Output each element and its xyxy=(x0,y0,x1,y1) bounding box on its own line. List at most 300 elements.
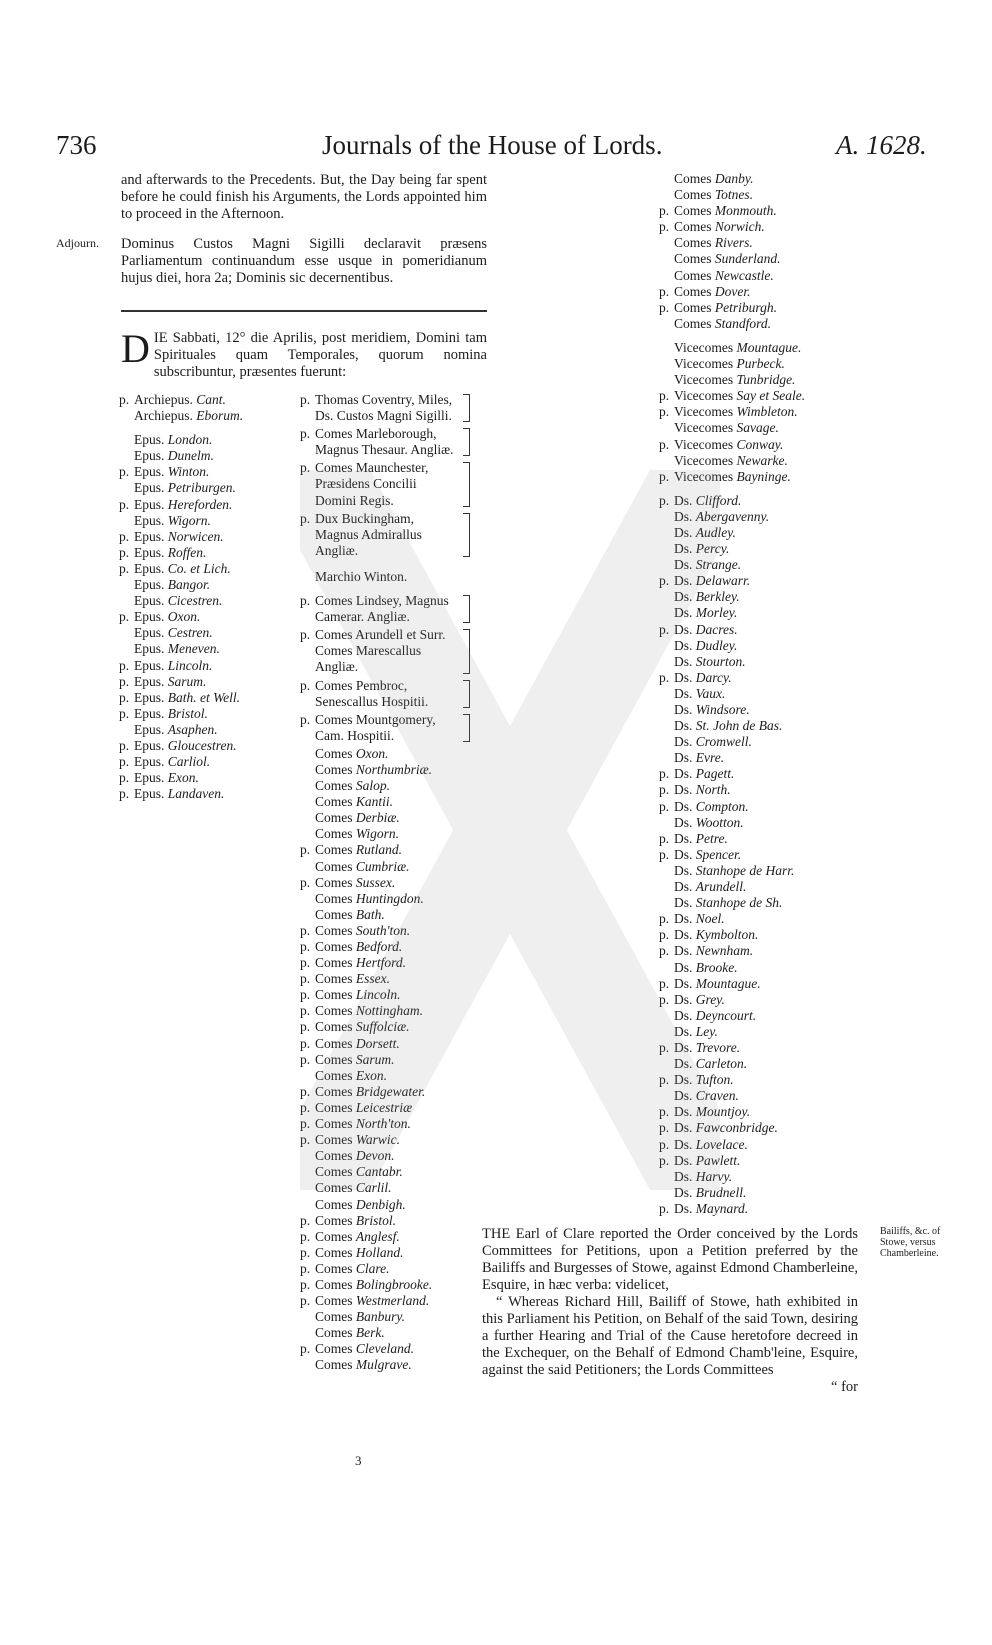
attendee-entry xyxy=(119,738,289,754)
attendee-entry xyxy=(119,545,289,561)
attendee-name: Trevore. xyxy=(695,1039,741,1055)
attendee-title: Comes xyxy=(315,1228,356,1244)
attendee-name: Anglesf. xyxy=(355,1228,400,1244)
attendee-title: Ds. xyxy=(674,702,696,717)
attendee-name: Winton. xyxy=(167,464,210,480)
presence-mark: p. xyxy=(659,766,670,782)
officer-entry xyxy=(300,392,470,424)
attendee-title: Ds. xyxy=(674,1039,696,1055)
attendee-name: Danby. xyxy=(714,171,754,186)
presence-mark: p. xyxy=(659,943,670,959)
presence-mark: p. xyxy=(300,971,311,987)
attendee-entry xyxy=(659,1169,839,1185)
attendee-name: Purbeck. xyxy=(736,356,785,372)
attendee-entry xyxy=(119,561,289,577)
attendee-entry xyxy=(119,480,289,496)
attendee-entry xyxy=(659,203,839,219)
attendee-entry xyxy=(659,1201,839,1217)
attendee-name: Banbury. xyxy=(355,1309,406,1325)
attendee-name: Harvy. xyxy=(695,1168,733,1184)
attendee-entry xyxy=(659,847,839,863)
attendee-name: Bath. et Well. xyxy=(167,689,240,705)
section-divider xyxy=(121,310,487,312)
presence-mark: p. xyxy=(300,1228,311,1244)
attendee-title: Ds. xyxy=(674,685,696,701)
presence-mark: p. xyxy=(659,283,670,299)
officer-entry xyxy=(300,678,470,710)
attendee-entry xyxy=(300,1180,470,1196)
officer-text: Comes Mountgomery, Cam. Hospitii. xyxy=(315,711,436,743)
attendee-title: Ds. xyxy=(674,557,696,573)
attendee-entry xyxy=(119,432,289,448)
attendee-entry xyxy=(300,1357,470,1373)
attendee-name: Rutland. xyxy=(355,842,403,858)
attendee-title: Ds. xyxy=(674,1152,696,1168)
officer-entry xyxy=(300,511,470,559)
attendee-title: Comes xyxy=(315,1293,356,1309)
presence-mark: p. xyxy=(300,1003,311,1019)
presence-mark: p. xyxy=(659,388,670,404)
officer-text: Comes Pembroc, Senescallus Hospitii. xyxy=(315,677,429,709)
attendee-entry xyxy=(119,722,289,738)
bracket xyxy=(463,513,470,557)
attendee-title: Epus. xyxy=(134,528,168,544)
attendee-name: Evre. xyxy=(695,750,725,766)
attendee-entry xyxy=(119,408,289,424)
officer-text: Thomas Coventry, Miles, Ds. Custos Magni Sigilli. xyxy=(315,392,453,424)
presence-mark: p. xyxy=(300,460,311,476)
attendee-name: Savage. xyxy=(736,420,779,436)
attendee-title: Comes xyxy=(674,315,715,331)
presence-mark: p. xyxy=(300,874,311,890)
attendee-title: Epus. xyxy=(134,448,168,464)
attendee-title: Archiepus. xyxy=(134,408,197,424)
presence-mark: p. xyxy=(119,770,130,786)
attendee-name: Co. et Lich. xyxy=(167,560,231,576)
presence-mark: p. xyxy=(119,705,130,721)
attendee-entry xyxy=(300,955,470,971)
attendee-name: Wootton. xyxy=(695,814,744,830)
attendee-entry xyxy=(300,1277,470,1293)
attendee-entry xyxy=(659,541,839,557)
attendee-title: Comes xyxy=(315,906,356,922)
attendee-entry xyxy=(300,826,470,842)
attendee-title: Ds. xyxy=(674,1104,696,1120)
attendee-name: Mountague. xyxy=(736,339,802,355)
attendance-column-3 xyxy=(659,171,839,1217)
attendee-title: Vicecomes xyxy=(674,372,737,388)
attendee-name: Northumbriæ. xyxy=(355,761,433,777)
presence-mark: p. xyxy=(659,991,670,1007)
attendee-name: Say et Seale. xyxy=(736,388,806,404)
attendee-name: Devon. xyxy=(355,1148,395,1164)
presence-mark: p. xyxy=(119,544,130,560)
bracket xyxy=(463,714,470,742)
attendee-entry xyxy=(659,404,839,420)
attendee-entry xyxy=(119,464,289,480)
attendee-title: Comes xyxy=(315,794,356,810)
attendee-title: Comes xyxy=(315,1003,356,1019)
attendee-title: Ds. xyxy=(674,766,696,782)
attendee-name: Suffolciæ. xyxy=(355,1019,410,1035)
attendee-title: Ds. xyxy=(674,895,696,911)
attendee-entry xyxy=(119,770,289,786)
attendee-entry xyxy=(300,1084,470,1100)
presence-mark: p. xyxy=(119,560,130,576)
attendee-title: Comes xyxy=(315,1164,356,1180)
marchio-entry: Marchio Winton. xyxy=(315,568,408,584)
attendee-name: Windsore. xyxy=(695,702,750,717)
presence-mark: p. xyxy=(659,219,670,235)
presence-mark: p. xyxy=(300,1260,311,1276)
presence-mark: p. xyxy=(659,798,670,814)
attendee-title: Comes xyxy=(315,1244,356,1260)
attendee-entry xyxy=(659,251,839,267)
attendee-name: Darcy. xyxy=(695,669,732,685)
attendee-title: Epus. xyxy=(134,432,168,448)
attendee-name: Totnes. xyxy=(714,187,754,203)
bracket xyxy=(463,629,470,673)
attendee-title: Comes xyxy=(315,1099,356,1115)
presence-mark: p. xyxy=(300,627,311,643)
attendee-title: Epus. xyxy=(134,512,168,528)
attendee-title: Ds. xyxy=(674,1023,696,1039)
attendee-name: Pawlett. xyxy=(695,1152,741,1168)
attendee-name: London. xyxy=(167,432,213,448)
attendee-name: Berk. xyxy=(355,1325,385,1341)
attendee-title: Epus. xyxy=(134,464,168,480)
attendee-entry xyxy=(659,557,839,573)
presence-mark: p. xyxy=(659,669,670,685)
attendee-name: Roffen. xyxy=(167,544,207,560)
officer-entry xyxy=(300,593,470,625)
attendee-title: Epus. xyxy=(134,721,168,737)
attendee-title: Epus. xyxy=(134,657,168,673)
attendee-title: Comes xyxy=(315,971,356,987)
attendee-entry xyxy=(659,654,839,670)
attendee-name: Denbigh. xyxy=(355,1196,406,1212)
attendee-name: Bridgewater. xyxy=(355,1083,426,1099)
attendee-entry xyxy=(300,778,470,794)
attendee-name: Morley. xyxy=(695,605,738,621)
attendee-title: Ds. xyxy=(674,734,696,750)
attendee-entry xyxy=(300,794,470,810)
attendee-name: Petre. xyxy=(695,830,728,846)
attendee-name: Conway. xyxy=(736,436,784,452)
attendee-entry xyxy=(659,509,839,525)
attendee-title: Ds. xyxy=(674,879,696,895)
attendee-entry xyxy=(119,529,289,545)
sitting-text: IE Sabbati, 12° die Aprilis, post meridiem, Domini tam Spirituales quam Temporales, quorum nomina subscribuntur, præsentes fuerunt: xyxy=(153,330,487,380)
presence-mark: p. xyxy=(300,842,311,858)
presence-mark: p. xyxy=(659,975,670,991)
attendee-entry xyxy=(659,1088,839,1104)
attendee-name: Carleton. xyxy=(695,1056,748,1072)
attendee-entry xyxy=(659,670,839,686)
attendee-name: Wigorn. xyxy=(167,512,211,528)
attendee-name: Lovelace. xyxy=(695,1136,748,1152)
attendee-name: Stourton. xyxy=(695,653,746,669)
attendee-name: Dunelm. xyxy=(167,448,214,464)
attendee-entry xyxy=(119,658,289,674)
presence-mark: p. xyxy=(300,1341,311,1357)
attendee-entry xyxy=(300,746,470,762)
attendee-name: Bath. xyxy=(355,906,385,922)
presence-mark: p. xyxy=(659,782,670,798)
presence-mark: p. xyxy=(300,593,311,609)
page-number: 736 xyxy=(56,130,97,160)
attendee-name: Noel. xyxy=(695,911,725,927)
bracket xyxy=(463,595,470,623)
attendee-name: Bangor. xyxy=(167,577,211,593)
attendee-name: Mulgrave. xyxy=(355,1357,412,1373)
attendee-title: Comes xyxy=(315,745,356,761)
attendee-name: Mountjoy. xyxy=(695,1104,751,1120)
attendee-entry xyxy=(659,1137,839,1153)
attendee-entry xyxy=(659,750,839,766)
presence-mark: p. xyxy=(300,426,311,442)
attendee-title: Ds. xyxy=(674,862,696,878)
attendee-entry xyxy=(300,859,470,875)
presence-mark: p. xyxy=(300,922,311,938)
attendance-column-2 xyxy=(300,392,470,1374)
attendee-title: Ds. xyxy=(674,830,696,846)
attendee-entry xyxy=(300,1197,470,1213)
attendee-title: Archiepus. xyxy=(134,392,197,407)
sitting-paragraph xyxy=(121,326,487,381)
attendee-title: Comes xyxy=(315,1341,356,1357)
attendee-title: Comes xyxy=(674,219,715,235)
attendee-entry xyxy=(119,497,289,513)
adjourn-paragraph: Dominus Custos Magni Sigilli declaravit præsens Parliamentum continuandum esse usque in pomeridianum hujus diei, hora 2a; Dominis sic decernentibus. xyxy=(121,236,487,286)
attendee-entry xyxy=(300,1052,470,1068)
attendee-title: Comes xyxy=(315,939,356,954)
attendee-title: Comes xyxy=(315,858,356,874)
attendee-name: Petriburgen. xyxy=(167,480,236,496)
attendee-title: Ds. xyxy=(674,524,696,540)
attendee-entry xyxy=(300,923,470,939)
attendee-title: Ds. xyxy=(674,718,696,734)
attendee-name: Deyncourt. xyxy=(695,1007,757,1023)
attendee-title: Comes xyxy=(315,1196,356,1212)
attendee-title: Ds. xyxy=(674,605,696,621)
attendee-title: Epus. xyxy=(134,770,168,786)
attendee-name: Cicestren. xyxy=(167,593,223,609)
attendee-entry xyxy=(659,420,839,436)
presence-mark: p. xyxy=(119,673,130,689)
attendee-name: Berkley. xyxy=(695,589,740,605)
attendee-title: Comes xyxy=(674,187,715,203)
attendee-title: Comes xyxy=(315,1019,356,1035)
attendee-name: Abergavenny. xyxy=(695,508,770,524)
attendee-entry xyxy=(300,1213,470,1229)
attendee-title: Ds. xyxy=(674,959,696,975)
attendee-entry xyxy=(659,469,839,485)
attendee-title: Ds. xyxy=(674,798,696,814)
attendee-entry xyxy=(300,1341,470,1357)
attendee-name: Oxon. xyxy=(355,745,389,761)
attendee-name: Kantii. xyxy=(355,794,394,810)
attendee-name: Monmouth. xyxy=(714,203,777,219)
attendee-name: Lincoln. xyxy=(167,657,213,673)
attendee-name: Wimbleton. xyxy=(736,404,798,420)
attendee-name: Mountague. xyxy=(695,975,761,991)
attendee-title: Ds. xyxy=(674,589,696,605)
attendee-entry xyxy=(300,762,470,778)
attendee-name: Cant. xyxy=(196,392,226,407)
attendee-name: Carlil. xyxy=(355,1180,392,1196)
attendee-name: Fawconbridge. xyxy=(695,1120,778,1136)
presence-mark: p. xyxy=(300,1083,311,1099)
attendee-entry xyxy=(659,284,839,300)
attendee-name: Compton. xyxy=(695,798,749,814)
attendee-name: Exon. xyxy=(167,770,199,786)
attendee-name: Asaphen. xyxy=(167,721,218,737)
attendee-entry xyxy=(659,340,839,356)
attendee-title: Ds. xyxy=(674,653,696,669)
attendee-name: Clifford. xyxy=(695,492,742,508)
presence-mark: p. xyxy=(119,528,130,544)
attendee-entry xyxy=(659,388,839,404)
report-text: THE Earl of Clare reported the Order conceived by the Lords Committees for Petitions, upon a Petition preferred by the Bailiffs and Burgesses of Stowe, against Edmond Chamberleine, Esquire, in hæc verba: videlicet, xyxy=(482,1226,858,1293)
attendee-title: Comes xyxy=(315,1325,356,1341)
attendee-entry xyxy=(659,589,839,605)
attendee-entry xyxy=(300,1100,470,1116)
attendee-entry xyxy=(659,686,839,702)
presence-mark: p. xyxy=(659,1072,670,1088)
presence-mark: p. xyxy=(300,939,311,954)
attendee-title: Epus. xyxy=(134,689,168,705)
attendee-title: Epus. xyxy=(134,480,168,496)
attendee-name: Cestren. xyxy=(167,625,213,641)
attendee-entry xyxy=(659,268,839,284)
attendee-title: Comes xyxy=(674,299,715,315)
attendee-title: Ds. xyxy=(674,975,696,991)
year-heading: A. 1628. xyxy=(836,130,927,160)
report-paragraph xyxy=(482,1226,858,1396)
presence-mark: p. xyxy=(659,1200,670,1216)
presence-mark: p. xyxy=(659,911,670,927)
attendee-title: Ds. xyxy=(674,573,696,589)
presence-mark: p. xyxy=(659,299,670,315)
officer-text: Comes Lindsey, Magnus Camerar. Angliæ. xyxy=(315,593,449,625)
officer-entry xyxy=(300,460,470,508)
attendee-entry xyxy=(659,895,839,911)
attendee-entry xyxy=(659,1072,839,1088)
attendee-name: Spencer. xyxy=(695,846,742,862)
presence-mark: p. xyxy=(119,737,130,753)
attendee-title: Comes xyxy=(315,761,356,777)
presence-mark: p. xyxy=(300,1244,311,1260)
attendee-title: Ds. xyxy=(674,541,696,557)
attendee-entry xyxy=(659,300,839,316)
attendee-name: Lincoln. xyxy=(355,987,401,1003)
report-margin-note: Bailiffs, &c. of Stowe, versus Chamberleine. xyxy=(880,1226,941,1259)
group-gap xyxy=(659,332,839,340)
attendee-entry xyxy=(659,437,839,453)
bracket xyxy=(463,394,470,422)
attendee-name: Bolingbrooke. xyxy=(355,1276,433,1292)
attendee-title: Comes xyxy=(674,171,715,186)
attendee-name: Rivers. xyxy=(714,235,753,251)
officer-entry xyxy=(300,712,470,744)
attendee-name: Dudley. xyxy=(695,637,738,653)
attendee-title: Epus. xyxy=(134,625,168,641)
attendee-entry xyxy=(300,1245,470,1261)
attendee-name: Stanhope de Sh. xyxy=(695,895,783,911)
presence-mark: p. xyxy=(659,830,670,846)
presence-mark: p. xyxy=(659,573,670,589)
attendee-name: Percy. xyxy=(695,541,730,557)
attendee-entry xyxy=(300,1132,470,1148)
attendee-title: Comes xyxy=(674,203,715,219)
attendee-entry xyxy=(659,960,839,976)
attendee-title: Comes xyxy=(315,922,356,938)
attendee-entry xyxy=(659,316,839,332)
attendee-name: Warwic. xyxy=(355,1132,401,1148)
attendee-entry xyxy=(659,863,839,879)
attendee-name: Pagett. xyxy=(695,766,735,782)
presence-mark: p. xyxy=(300,1116,311,1132)
attendee-entry xyxy=(119,625,289,641)
officer-text: Comes Maunchester, Præsidens Concilii Domini Regis. xyxy=(315,460,429,508)
attendee-name: Delawarr. xyxy=(695,573,751,589)
officer-entry xyxy=(300,426,470,458)
signature-mark: 3 xyxy=(355,1453,362,1468)
attendee-entry xyxy=(119,690,289,706)
attendee-title: Ds. xyxy=(674,1088,696,1104)
attendee-entry xyxy=(659,171,839,187)
attendee-name: Strange. xyxy=(695,557,742,573)
attendee-name: Bristol. xyxy=(167,705,208,721)
attendee-title: Comes xyxy=(315,1357,356,1373)
attendee-title: Comes xyxy=(315,1309,356,1325)
presence-mark: p. xyxy=(659,436,670,452)
attendee-title: Ds. xyxy=(674,911,696,927)
attendee-name: Gloucestren. xyxy=(167,737,237,753)
attendee-title: Comes xyxy=(315,1067,356,1083)
bracket xyxy=(463,462,470,506)
attendee-title: Ds. xyxy=(674,1072,696,1088)
attendee-name: Bedford. xyxy=(355,939,403,954)
presence-mark: p. xyxy=(659,621,670,637)
attendee-title: Epus. xyxy=(134,786,168,802)
attendee-title: Epus. xyxy=(134,673,168,689)
attendee-name: Maynard. xyxy=(695,1200,749,1216)
attendee-entry xyxy=(300,1148,470,1164)
attendee-title: Epus. xyxy=(134,560,168,576)
attendee-entry xyxy=(659,1120,839,1136)
attendee-entry xyxy=(659,219,839,235)
attendee-name: Craven. xyxy=(695,1088,739,1104)
presence-mark: p. xyxy=(300,1035,311,1051)
attendee-title: Comes xyxy=(315,1260,356,1276)
adjourn-margin-note: Adjourn. xyxy=(56,236,99,250)
attendee-entry xyxy=(659,799,839,815)
attendee-title: Ds. xyxy=(674,621,696,637)
attendee-name: Grey. xyxy=(695,991,725,1007)
presence-mark: p. xyxy=(659,1136,670,1152)
attendee-entry xyxy=(659,1104,839,1120)
group-gap xyxy=(659,485,839,493)
attendee-entry xyxy=(659,1056,839,1072)
attendee-entry xyxy=(300,939,470,955)
presence-mark: p. xyxy=(119,392,130,407)
attendee-name: Essex. xyxy=(355,971,391,987)
bracket xyxy=(463,428,470,456)
attendee-name: Norwicen. xyxy=(167,528,224,544)
presence-mark: p. xyxy=(300,677,311,693)
